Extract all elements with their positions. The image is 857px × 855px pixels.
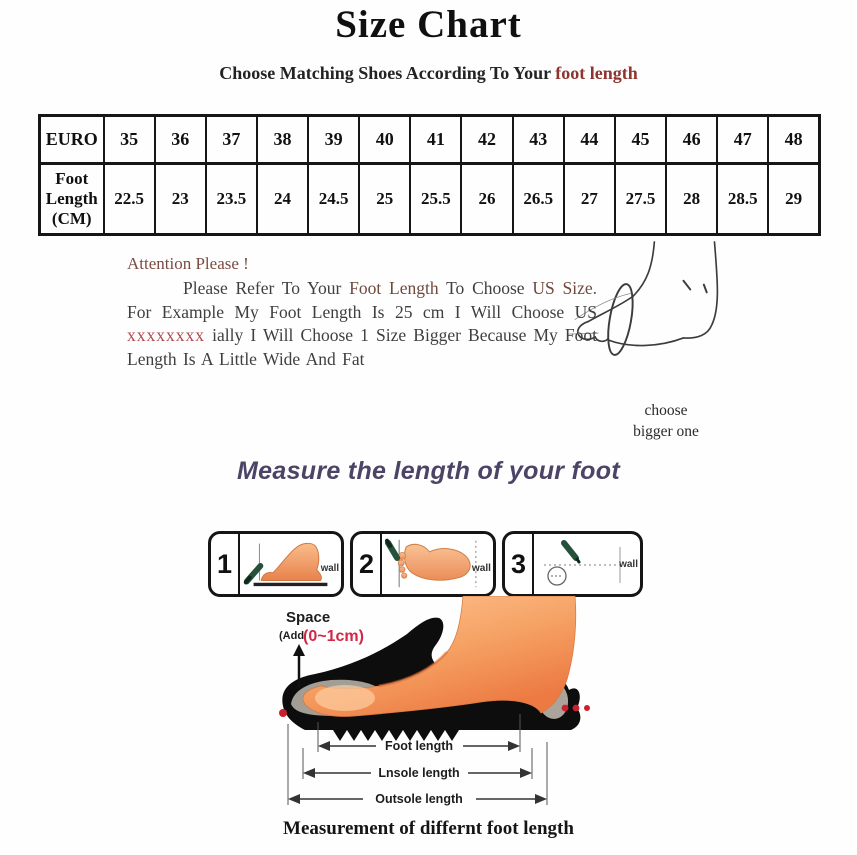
euro-size-cell: 37 (206, 116, 257, 164)
euro-size-cell: 40 (359, 116, 410, 164)
dimension-outsole-length (288, 792, 547, 806)
space-range-label: (0~1cm) (303, 628, 364, 645)
euro-size-cell: 47 (717, 116, 768, 164)
sketch-caption: choose bigger one (633, 402, 699, 440)
table-row-euro (40, 116, 820, 164)
step-2-illustration (382, 534, 493, 594)
wall-label: wall (619, 559, 638, 570)
euro-size-cell: 41 (410, 116, 461, 164)
euro-size-cell: 43 (513, 116, 564, 164)
subtitle (0, 63, 857, 84)
crossed-out-text: xxxxxxxx (127, 325, 205, 345)
dimension-insole-length (303, 766, 532, 780)
subtitle-highlight: foot length (555, 63, 638, 83)
step-1-illustration (240, 534, 341, 594)
euro-size-cell: 44 (564, 116, 615, 164)
measure-heading: Measure the length of your foot (237, 457, 620, 485)
foot-length-cell: 28 (666, 164, 717, 235)
step-number: 3 (505, 534, 534, 594)
foot-length-cell: 29 (768, 164, 819, 235)
attention-heading: Attention Please ! (127, 254, 249, 273)
table-row-foot-length (40, 164, 820, 235)
euro-row-label: EURO (40, 116, 104, 164)
foot-length-cell: 26.5 (513, 164, 564, 235)
euro-size-cell: 48 (768, 116, 819, 164)
foot-length-cell: 27 (564, 164, 615, 235)
euro-size-cell: 46 (666, 116, 717, 164)
foot-length-cell: 26 (461, 164, 512, 235)
footer-caption: Measurement of differnt foot length (283, 818, 574, 839)
attention-paragraph: Please Refer To Your Foot Length To Choose US Size. For Example My Foot Length Is 25 cm I Will Choose US xxxxxxxx ially I Will Choose 1 Size Bigger Because My Foot Length Is A Little Wide And Fat (127, 278, 598, 369)
foot-length-cell: 25.5 (410, 164, 461, 235)
foot-length-cell: 25 (359, 164, 410, 235)
subtitle-prefix: Choose Matching Shoes According To Your (219, 63, 556, 83)
toe-space-marker (279, 709, 287, 717)
measure-step-2-panel (350, 531, 496, 597)
step-number: 1 (211, 534, 240, 594)
foot-length-row-label: Foot Length (CM) (40, 164, 104, 235)
euro-size-cell: 38 (257, 116, 308, 164)
size-table (38, 114, 821, 236)
foot-length-cell: 23.5 (206, 164, 257, 235)
foot-length-cell: 23 (155, 164, 206, 235)
measure-step-1-panel (208, 531, 344, 597)
foot-length-cell: 24 (257, 164, 308, 235)
foot-length-cell: 27.5 (615, 164, 666, 235)
wall-label: wall (471, 563, 491, 575)
foot-length-cell: 24.5 (308, 164, 359, 235)
page-title: Size Chart (335, 3, 522, 46)
euro-size-cell: 39 (308, 116, 359, 164)
euro-size-cell: 45 (615, 116, 666, 164)
svg-text:Outsole length: Outsole length (375, 792, 463, 806)
measure-step-3-panel (502, 531, 643, 597)
shoe-length-diagram (133, 596, 723, 810)
svg-text:Foot length: Foot length (384, 739, 454, 753)
attention-note (127, 254, 597, 371)
svg-text:Lnsole length: Lnsole length (378, 766, 460, 780)
wall-label: wall (320, 562, 340, 574)
space-label: Space (286, 609, 331, 626)
foot-length-cell: 28.5 (717, 164, 768, 235)
foot-length-cell: 22.5 (104, 164, 155, 235)
euro-size-cell: 36 (155, 116, 206, 164)
dimension-foot-length (318, 739, 520, 753)
step-number: 2 (353, 534, 382, 594)
euro-size-cell: 42 (461, 116, 512, 164)
svg-text:(Add: (Add (279, 630, 305, 642)
step-3-illustration (534, 534, 640, 594)
euro-size-cell: 35 (104, 116, 155, 164)
marker-icon (564, 543, 576, 558)
